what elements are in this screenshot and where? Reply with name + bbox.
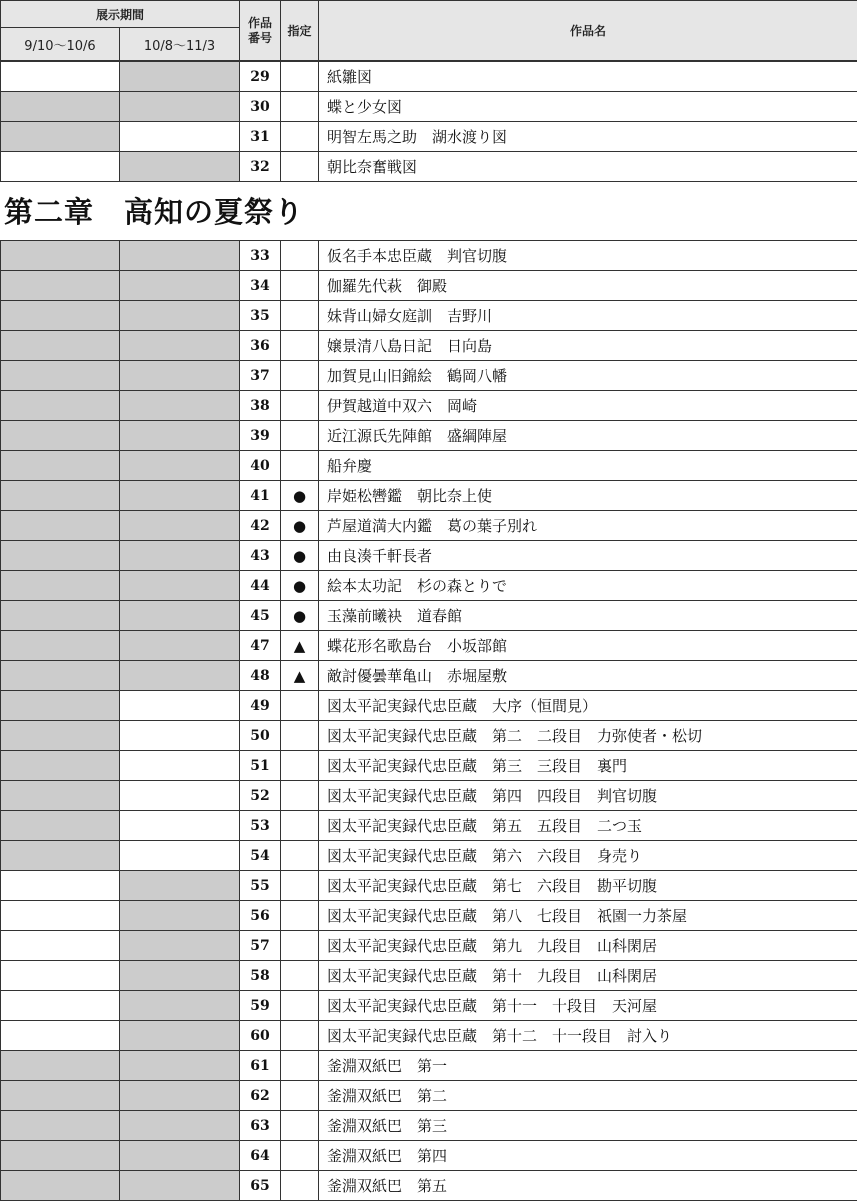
table-row bbox=[1, 301, 857, 331]
table-row bbox=[1, 152, 857, 182]
designation-mark bbox=[281, 751, 319, 781]
work-number: 44 bbox=[240, 571, 281, 601]
work-number: 53 bbox=[240, 811, 281, 841]
designation-mark bbox=[281, 1141, 319, 1171]
work-title: 由良湊千軒長者 bbox=[319, 541, 857, 571]
table-row bbox=[1, 271, 857, 301]
period2-cell bbox=[120, 301, 240, 331]
table-row bbox=[1, 931, 857, 961]
period2-cell bbox=[120, 751, 240, 781]
period1-cell bbox=[1, 451, 120, 481]
work-number: 61 bbox=[240, 1051, 281, 1081]
work-title: 朝比奈奮戦図 bbox=[319, 152, 857, 182]
chapter-title: 第二章 高知の夏祭り bbox=[4, 190, 304, 231]
table-row bbox=[1, 1141, 857, 1171]
period1-cell bbox=[1, 1171, 120, 1201]
work-title: 岸姫松轡鑑 朝比奈上使 bbox=[319, 481, 857, 511]
work-title: 図太平記実録代忠臣蔵 第十二 十一段目 討入り bbox=[319, 1021, 857, 1051]
work-title: 玉藻前曦袂 道春館 bbox=[319, 601, 857, 631]
work-number: 56 bbox=[240, 901, 281, 931]
designation-header: 指定 bbox=[281, 1, 319, 61]
period2-cell bbox=[120, 481, 240, 511]
work-title: 図太平記実録代忠臣蔵 第六 六段目 身売り bbox=[319, 841, 857, 871]
table-row bbox=[1, 451, 857, 481]
work-number: 40 bbox=[240, 451, 281, 481]
period2-cell bbox=[120, 691, 240, 721]
work-title: 加賀見山旧錦絵 鶴岡八幡 bbox=[319, 361, 857, 391]
period1-cell bbox=[1, 541, 120, 571]
period2-cell bbox=[120, 721, 240, 751]
period2-cell bbox=[120, 571, 240, 601]
period2-cell bbox=[120, 331, 240, 361]
work-title: 芦屋道満大内鑑 葛の葉子別れ bbox=[319, 511, 857, 541]
work-number: 52 bbox=[240, 781, 281, 811]
work-number: 33 bbox=[240, 241, 281, 271]
work-number: 65 bbox=[240, 1171, 281, 1201]
period1-cell bbox=[1, 871, 120, 901]
table-header bbox=[0, 0, 857, 61]
period2-cell bbox=[120, 421, 240, 451]
period1-cell bbox=[1, 571, 120, 601]
period2-cell bbox=[120, 631, 240, 661]
period2-cell bbox=[120, 991, 240, 1021]
period1-cell bbox=[1, 811, 120, 841]
period1-cell bbox=[1, 62, 120, 92]
work-title: 仮名手本忠臣蔵 判官切腹 bbox=[319, 241, 857, 271]
work-title: 図太平記実録代忠臣蔵 大序（恒間見） bbox=[319, 691, 857, 721]
table-row bbox=[1, 601, 857, 631]
work-number: 35 bbox=[240, 301, 281, 331]
designation-mark: ● bbox=[281, 541, 319, 571]
work-number: 47 bbox=[240, 631, 281, 661]
period1-cell bbox=[1, 1111, 120, 1141]
designation-mark bbox=[281, 92, 319, 122]
work-title: 近江源氏先陣館 盛綱陣屋 bbox=[319, 421, 857, 451]
table-row bbox=[1, 961, 857, 991]
work-title: 敵討優曇華亀山 赤堀屋敷 bbox=[319, 661, 857, 691]
work-number: 58 bbox=[240, 961, 281, 991]
period1-cell bbox=[1, 841, 120, 871]
work-title: 釜淵双紙巴 第三 bbox=[319, 1111, 857, 1141]
period2-cell bbox=[120, 901, 240, 931]
work-title: 紙雛図 bbox=[319, 62, 857, 92]
period2-cell bbox=[120, 271, 240, 301]
work-number: 59 bbox=[240, 991, 281, 1021]
table-row bbox=[1, 92, 857, 122]
work-title: 釜淵双紙巴 第四 bbox=[319, 1141, 857, 1171]
table-row bbox=[1, 811, 857, 841]
designation-mark bbox=[281, 961, 319, 991]
period1-cell bbox=[1, 241, 120, 271]
work-number: 41 bbox=[240, 481, 281, 511]
period2-cell bbox=[120, 92, 240, 122]
designation-mark bbox=[281, 1021, 319, 1051]
work-title: 蝶と少女図 bbox=[319, 92, 857, 122]
period1-cell bbox=[1, 601, 120, 631]
work-number: 34 bbox=[240, 271, 281, 301]
table-row bbox=[1, 331, 857, 361]
work-number: 32 bbox=[240, 152, 281, 182]
designation-mark bbox=[281, 451, 319, 481]
period2-cell bbox=[120, 601, 240, 631]
designation-mark bbox=[281, 361, 319, 391]
table-row bbox=[1, 541, 857, 571]
period1-cell bbox=[1, 631, 120, 661]
period1-cell bbox=[1, 122, 120, 152]
table-row bbox=[1, 481, 857, 511]
table-row bbox=[1, 361, 857, 391]
table-row bbox=[1, 1021, 857, 1051]
designation-mark bbox=[281, 991, 319, 1021]
work-number: 57 bbox=[240, 931, 281, 961]
period2-cell bbox=[120, 661, 240, 691]
designation-mark: ● bbox=[281, 511, 319, 541]
artwork-table-section-1 bbox=[0, 61, 857, 182]
designation-mark: ● bbox=[281, 571, 319, 601]
table-row bbox=[1, 62, 857, 92]
period1-cell bbox=[1, 271, 120, 301]
table-row bbox=[1, 421, 857, 451]
work-title: 図太平記実録代忠臣蔵 第十一 十段目 天河屋 bbox=[319, 991, 857, 1021]
designation-mark bbox=[281, 691, 319, 721]
period2-cell bbox=[120, 152, 240, 182]
designation-mark: ● bbox=[281, 601, 319, 631]
work-number: 37 bbox=[240, 361, 281, 391]
table-row bbox=[1, 751, 857, 781]
designation-mark bbox=[281, 811, 319, 841]
table-row bbox=[1, 1051, 857, 1081]
period1-cell bbox=[1, 691, 120, 721]
period2-cell bbox=[120, 241, 240, 271]
designation-mark bbox=[281, 301, 319, 331]
period2-cell bbox=[120, 841, 240, 871]
period1-cell bbox=[1, 1051, 120, 1081]
work-title: 図太平記実録代忠臣蔵 第三 三段目 裏門 bbox=[319, 751, 857, 781]
period2-cell bbox=[120, 122, 240, 152]
work-number: 63 bbox=[240, 1111, 281, 1141]
period2-cell bbox=[120, 451, 240, 481]
work-number: 60 bbox=[240, 1021, 281, 1051]
designation-mark bbox=[281, 721, 319, 751]
work-number: 51 bbox=[240, 751, 281, 781]
period1-header: 9/10～10/6 bbox=[1, 28, 120, 61]
work-title: 船弁慶 bbox=[319, 451, 857, 481]
table-row bbox=[1, 631, 857, 661]
table-row bbox=[1, 721, 857, 751]
period1-cell bbox=[1, 421, 120, 451]
period1-cell bbox=[1, 1141, 120, 1171]
period2-cell bbox=[120, 931, 240, 961]
designation-mark bbox=[281, 421, 319, 451]
period2-cell bbox=[120, 541, 240, 571]
title-header: 作品名 bbox=[319, 1, 857, 61]
period1-cell bbox=[1, 751, 120, 781]
period1-cell bbox=[1, 781, 120, 811]
designation-mark bbox=[281, 1111, 319, 1141]
table-row bbox=[1, 691, 857, 721]
period1-cell bbox=[1, 1021, 120, 1051]
work-title: 図太平記実録代忠臣蔵 第八 七段目 祇園一力茶屋 bbox=[319, 901, 857, 931]
table-row bbox=[1, 871, 857, 901]
number-header: 作品 番号 bbox=[240, 1, 281, 61]
work-number: 45 bbox=[240, 601, 281, 631]
table-row bbox=[1, 1081, 857, 1111]
work-number: 48 bbox=[240, 661, 281, 691]
work-title: 図太平記実録代忠臣蔵 第七 六段目 勘平切腹 bbox=[319, 871, 857, 901]
table-row bbox=[1, 661, 857, 691]
work-title: 図太平記実録代忠臣蔵 第十 九段目 山科閑居 bbox=[319, 961, 857, 991]
period2-cell bbox=[120, 1141, 240, 1171]
designation-mark: ● bbox=[281, 481, 319, 511]
table-row bbox=[1, 781, 857, 811]
period2-cell bbox=[120, 1051, 240, 1081]
table-row bbox=[1, 1111, 857, 1141]
work-title: 図太平記実録代忠臣蔵 第九 九段目 山科閑居 bbox=[319, 931, 857, 961]
work-title: 妹背山婦女庭訓 吉野川 bbox=[319, 301, 857, 331]
work-title: 釜淵双紙巴 第一 bbox=[319, 1051, 857, 1081]
table-row bbox=[1, 991, 857, 1021]
table-row bbox=[1, 901, 857, 931]
period1-cell bbox=[1, 391, 120, 421]
work-title: 蝶花形名歌島台 小坂部館 bbox=[319, 631, 857, 661]
period2-cell bbox=[120, 1111, 240, 1141]
table-row bbox=[1, 571, 857, 601]
designation-mark bbox=[281, 331, 319, 361]
period1-cell bbox=[1, 901, 120, 931]
period2-cell bbox=[120, 1021, 240, 1051]
work-title: 嬢景清八島日記 日向島 bbox=[319, 331, 857, 361]
period1-cell bbox=[1, 961, 120, 991]
work-number: 64 bbox=[240, 1141, 281, 1171]
period1-cell bbox=[1, 991, 120, 1021]
designation-mark bbox=[281, 1081, 319, 1111]
table-row bbox=[1, 391, 857, 421]
period2-cell bbox=[120, 1081, 240, 1111]
work-number: 39 bbox=[240, 421, 281, 451]
designation-mark bbox=[281, 1051, 319, 1081]
work-title: 釜淵双紙巴 第五 bbox=[319, 1171, 857, 1201]
period2-cell bbox=[120, 62, 240, 92]
period2-cell bbox=[120, 1171, 240, 1201]
period2-cell bbox=[120, 361, 240, 391]
work-number: 43 bbox=[240, 541, 281, 571]
work-number: 42 bbox=[240, 511, 281, 541]
work-title: 図太平記実録代忠臣蔵 第二 二段目 力弥使者・松切 bbox=[319, 721, 857, 751]
work-number: 54 bbox=[240, 841, 281, 871]
period1-cell bbox=[1, 721, 120, 751]
period1-cell bbox=[1, 152, 120, 182]
period1-cell bbox=[1, 661, 120, 691]
table-row bbox=[1, 841, 857, 871]
period1-cell bbox=[1, 361, 120, 391]
period1-cell bbox=[1, 1081, 120, 1111]
work-number: 50 bbox=[240, 721, 281, 751]
designation-mark bbox=[281, 62, 319, 92]
period1-cell bbox=[1, 301, 120, 331]
designation-mark bbox=[281, 241, 319, 271]
work-title: 伽羅先代萩 御殿 bbox=[319, 271, 857, 301]
work-number: 49 bbox=[240, 691, 281, 721]
designation-mark bbox=[281, 271, 319, 301]
period2-cell bbox=[120, 781, 240, 811]
work-title: 釜淵双紙巴 第二 bbox=[319, 1081, 857, 1111]
work-number: 29 bbox=[240, 62, 281, 92]
table-row bbox=[1, 511, 857, 541]
work-number: 30 bbox=[240, 92, 281, 122]
table-row bbox=[1, 241, 857, 271]
table-row bbox=[1, 122, 857, 152]
work-number: 38 bbox=[240, 391, 281, 421]
work-number: 62 bbox=[240, 1081, 281, 1111]
work-number: 36 bbox=[240, 331, 281, 361]
work-title: 図太平記実録代忠臣蔵 第五 五段目 二つ玉 bbox=[319, 811, 857, 841]
designation-mark bbox=[281, 1171, 319, 1201]
designation-mark bbox=[281, 391, 319, 421]
period1-cell bbox=[1, 511, 120, 541]
period2-cell bbox=[120, 511, 240, 541]
designation-mark bbox=[281, 122, 319, 152]
work-title: 図太平記実録代忠臣蔵 第四 四段目 判官切腹 bbox=[319, 781, 857, 811]
designation-mark bbox=[281, 901, 319, 931]
period2-cell bbox=[120, 811, 240, 841]
designation-mark bbox=[281, 931, 319, 961]
designation-mark bbox=[281, 152, 319, 182]
designation-mark bbox=[281, 781, 319, 811]
period2-header: 10/8～11/3 bbox=[120, 28, 240, 61]
work-title: 伊賀越道中双六 岡崎 bbox=[319, 391, 857, 421]
work-number: 55 bbox=[240, 871, 281, 901]
period2-cell bbox=[120, 391, 240, 421]
designation-mark: ▲ bbox=[281, 661, 319, 691]
designation-mark: ▲ bbox=[281, 631, 319, 661]
work-title: 絵本太功記 杉の森とりで bbox=[319, 571, 857, 601]
artwork-table-section-2 bbox=[0, 240, 857, 1201]
period1-cell bbox=[1, 92, 120, 122]
period1-cell bbox=[1, 331, 120, 361]
period-header: 展示期間 bbox=[1, 1, 240, 28]
designation-mark bbox=[281, 871, 319, 901]
period2-cell bbox=[120, 961, 240, 991]
designation-mark bbox=[281, 841, 319, 871]
period2-cell bbox=[120, 871, 240, 901]
work-title: 明智左馬之助 湖水渡り図 bbox=[319, 122, 857, 152]
table-row bbox=[1, 1171, 857, 1201]
period1-cell bbox=[1, 931, 120, 961]
work-number: 31 bbox=[240, 122, 281, 152]
period1-cell bbox=[1, 481, 120, 511]
